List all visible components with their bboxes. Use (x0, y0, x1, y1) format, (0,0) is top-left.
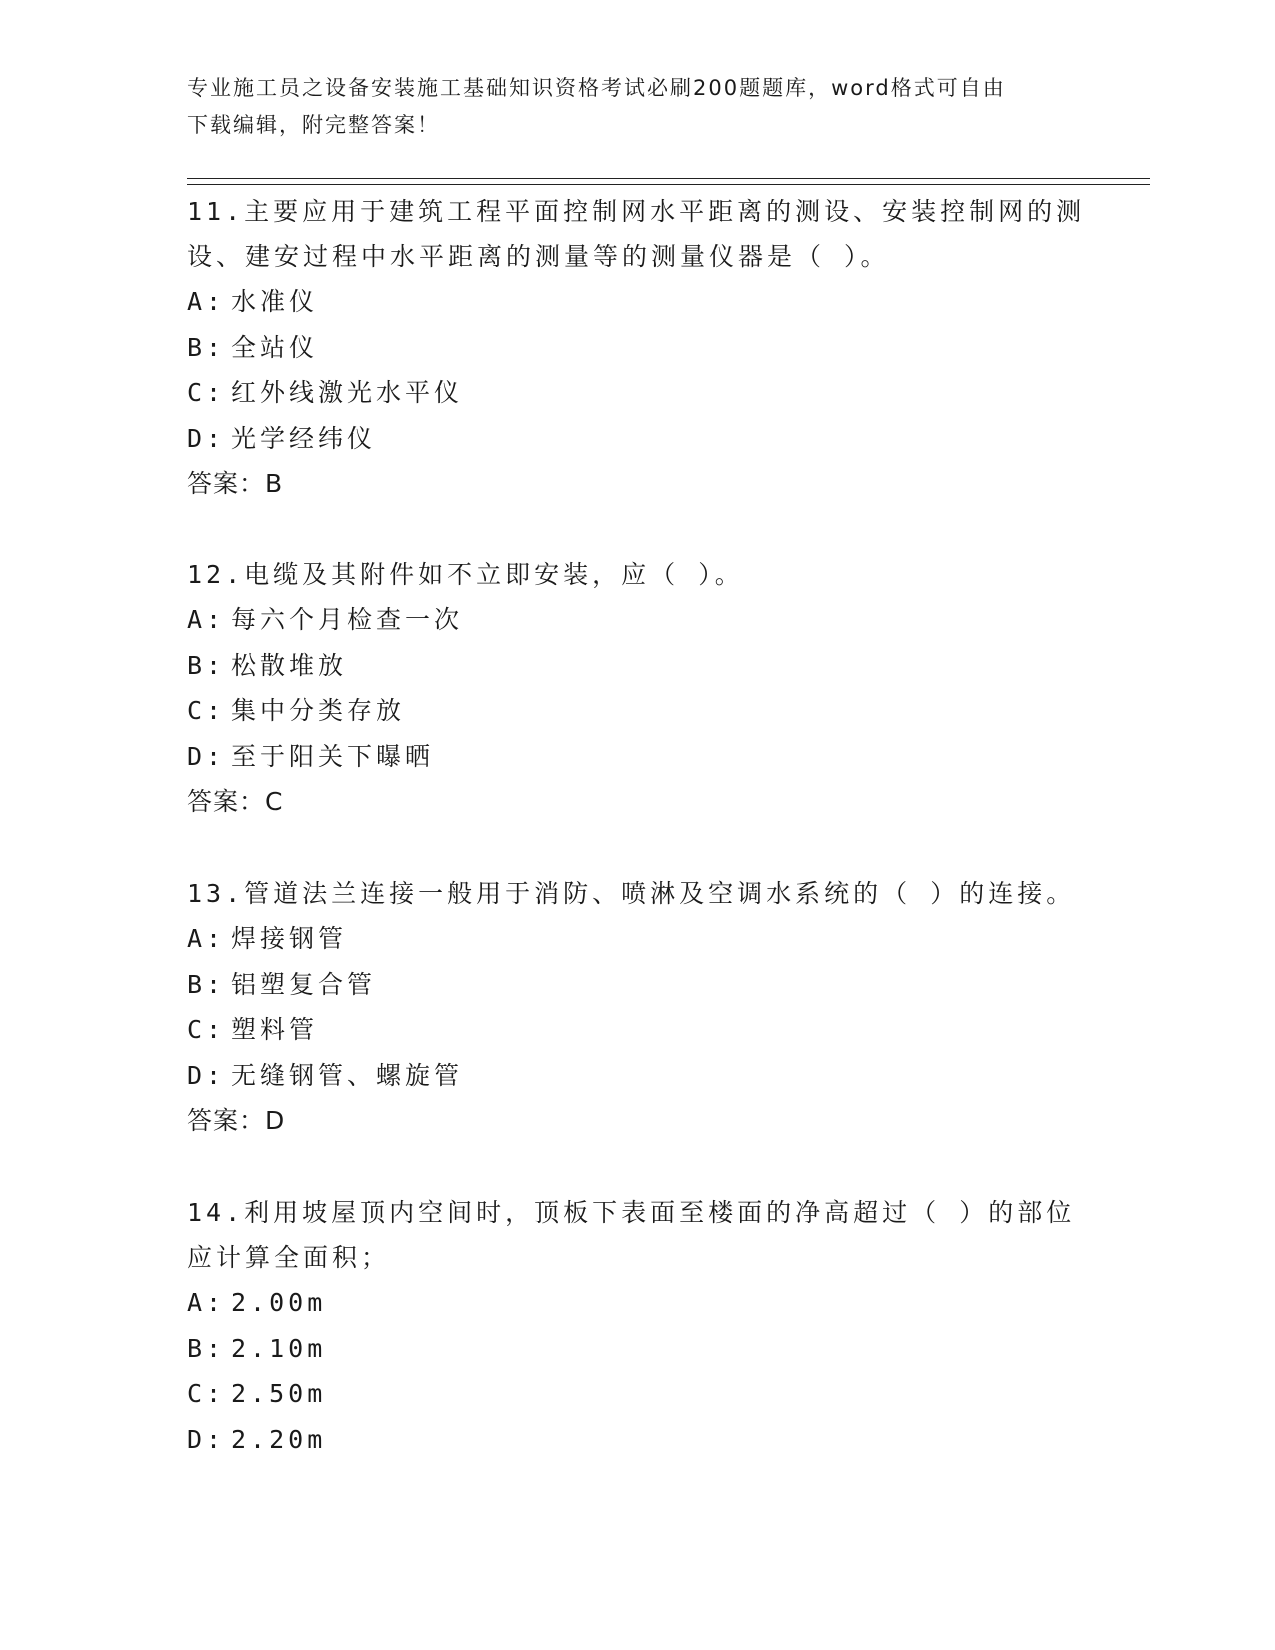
option-letter: C: (187, 378, 226, 407)
header-divider-bottom (187, 184, 1150, 185)
option-text: 2.10m (231, 1333, 327, 1363)
option-letter: D: (187, 741, 226, 771)
option-text: 焊接钢管 (231, 924, 348, 953)
option-text: 塑料管 (231, 1015, 319, 1044)
option-d (187, 734, 1087, 780)
option-c (187, 1371, 1087, 1417)
option-b (187, 1326, 1087, 1372)
option-letter: B: (187, 650, 226, 680)
question-stem-line: 14.利用坡屋顶内空间时，顶板下表面至楼面的净高超过（ ）的部位 (187, 1198, 1076, 1227)
option-b (187, 643, 1087, 689)
option-text: 光学经纬仪 (231, 423, 377, 453)
option-text: 2.50m (231, 1379, 327, 1408)
option-d (187, 416, 1087, 462)
option-text: 无缝钢管、螺旋管 (231, 1060, 464, 1090)
answer-line: 答案：B (187, 469, 284, 498)
option-a (187, 597, 1087, 643)
option-d (187, 1417, 1087, 1463)
option-d (187, 1053, 1087, 1099)
question-stem-line: 设、建安过程中水平距离的测量等的测量仪器是（ ）。 (187, 242, 890, 271)
option-a (187, 916, 1087, 962)
answer-line: 答案：C (187, 787, 284, 816)
option-text: 铝塑复合管 (231, 969, 377, 999)
option-letter: A: (187, 924, 226, 953)
option-letter: A: (187, 287, 226, 316)
option-b (187, 962, 1087, 1008)
option-a (187, 279, 1087, 325)
option-text: 全站仪 (231, 332, 319, 362)
option-letter: A: (187, 605, 226, 634)
question-stem-line: 12.电缆及其附件如不立即安装，应（ ）。 (187, 560, 744, 589)
option-text: 松散堆放 (231, 650, 348, 680)
option-text: 集中分类存放 (231, 696, 406, 725)
option-text: 每六个月检查一次 (231, 605, 464, 634)
option-text: 水准仪 (231, 287, 319, 316)
option-letter: C: (187, 1379, 226, 1408)
option-a (187, 1280, 1087, 1326)
question-stem-line: 11.主要应用于建筑工程平面控制网水平距离的测设、安装控制网的测 (187, 197, 1086, 226)
option-letter: B: (187, 969, 226, 999)
question-14 (187, 1190, 1087, 1462)
option-letter: B: (187, 332, 226, 362)
question-11 (187, 189, 1087, 506)
question-12 (187, 552, 1087, 824)
option-text: 红外线激光水平仪 (231, 378, 464, 407)
option-c (187, 688, 1087, 734)
question-stem-line: 13.管道法兰连接一般用于消防、喷淋及空调水系统的（ ）的连接。 (187, 879, 1076, 908)
option-letter: A: (187, 1288, 226, 1317)
option-text: 2.20m (231, 1424, 327, 1454)
option-text: 至于阳关下曝晒 (231, 741, 435, 771)
header-line-2: 下载编辑，附完整答案！ (187, 113, 440, 137)
option-letter: C: (187, 1015, 226, 1044)
option-b (187, 325, 1087, 371)
option-letter: D: (187, 1060, 226, 1090)
answer-line: 答案：D (187, 1106, 286, 1135)
header-divider-top (187, 178, 1150, 179)
option-letter: D: (187, 1424, 226, 1454)
option-c (187, 370, 1087, 416)
document-header (187, 70, 1087, 144)
question-stem-line: 应计算全面积； (187, 1243, 391, 1272)
option-letter: C: (187, 696, 226, 725)
header-line-1: 专业施工员之设备安装施工基础知识资格考试必刷200题题库，word格式可自由 (187, 76, 1006, 100)
option-letter: B: (187, 1333, 226, 1363)
option-letter: D: (187, 423, 226, 453)
option-c (187, 1007, 1087, 1053)
option-text: 2.00m (231, 1288, 327, 1317)
question-13 (187, 871, 1087, 1143)
